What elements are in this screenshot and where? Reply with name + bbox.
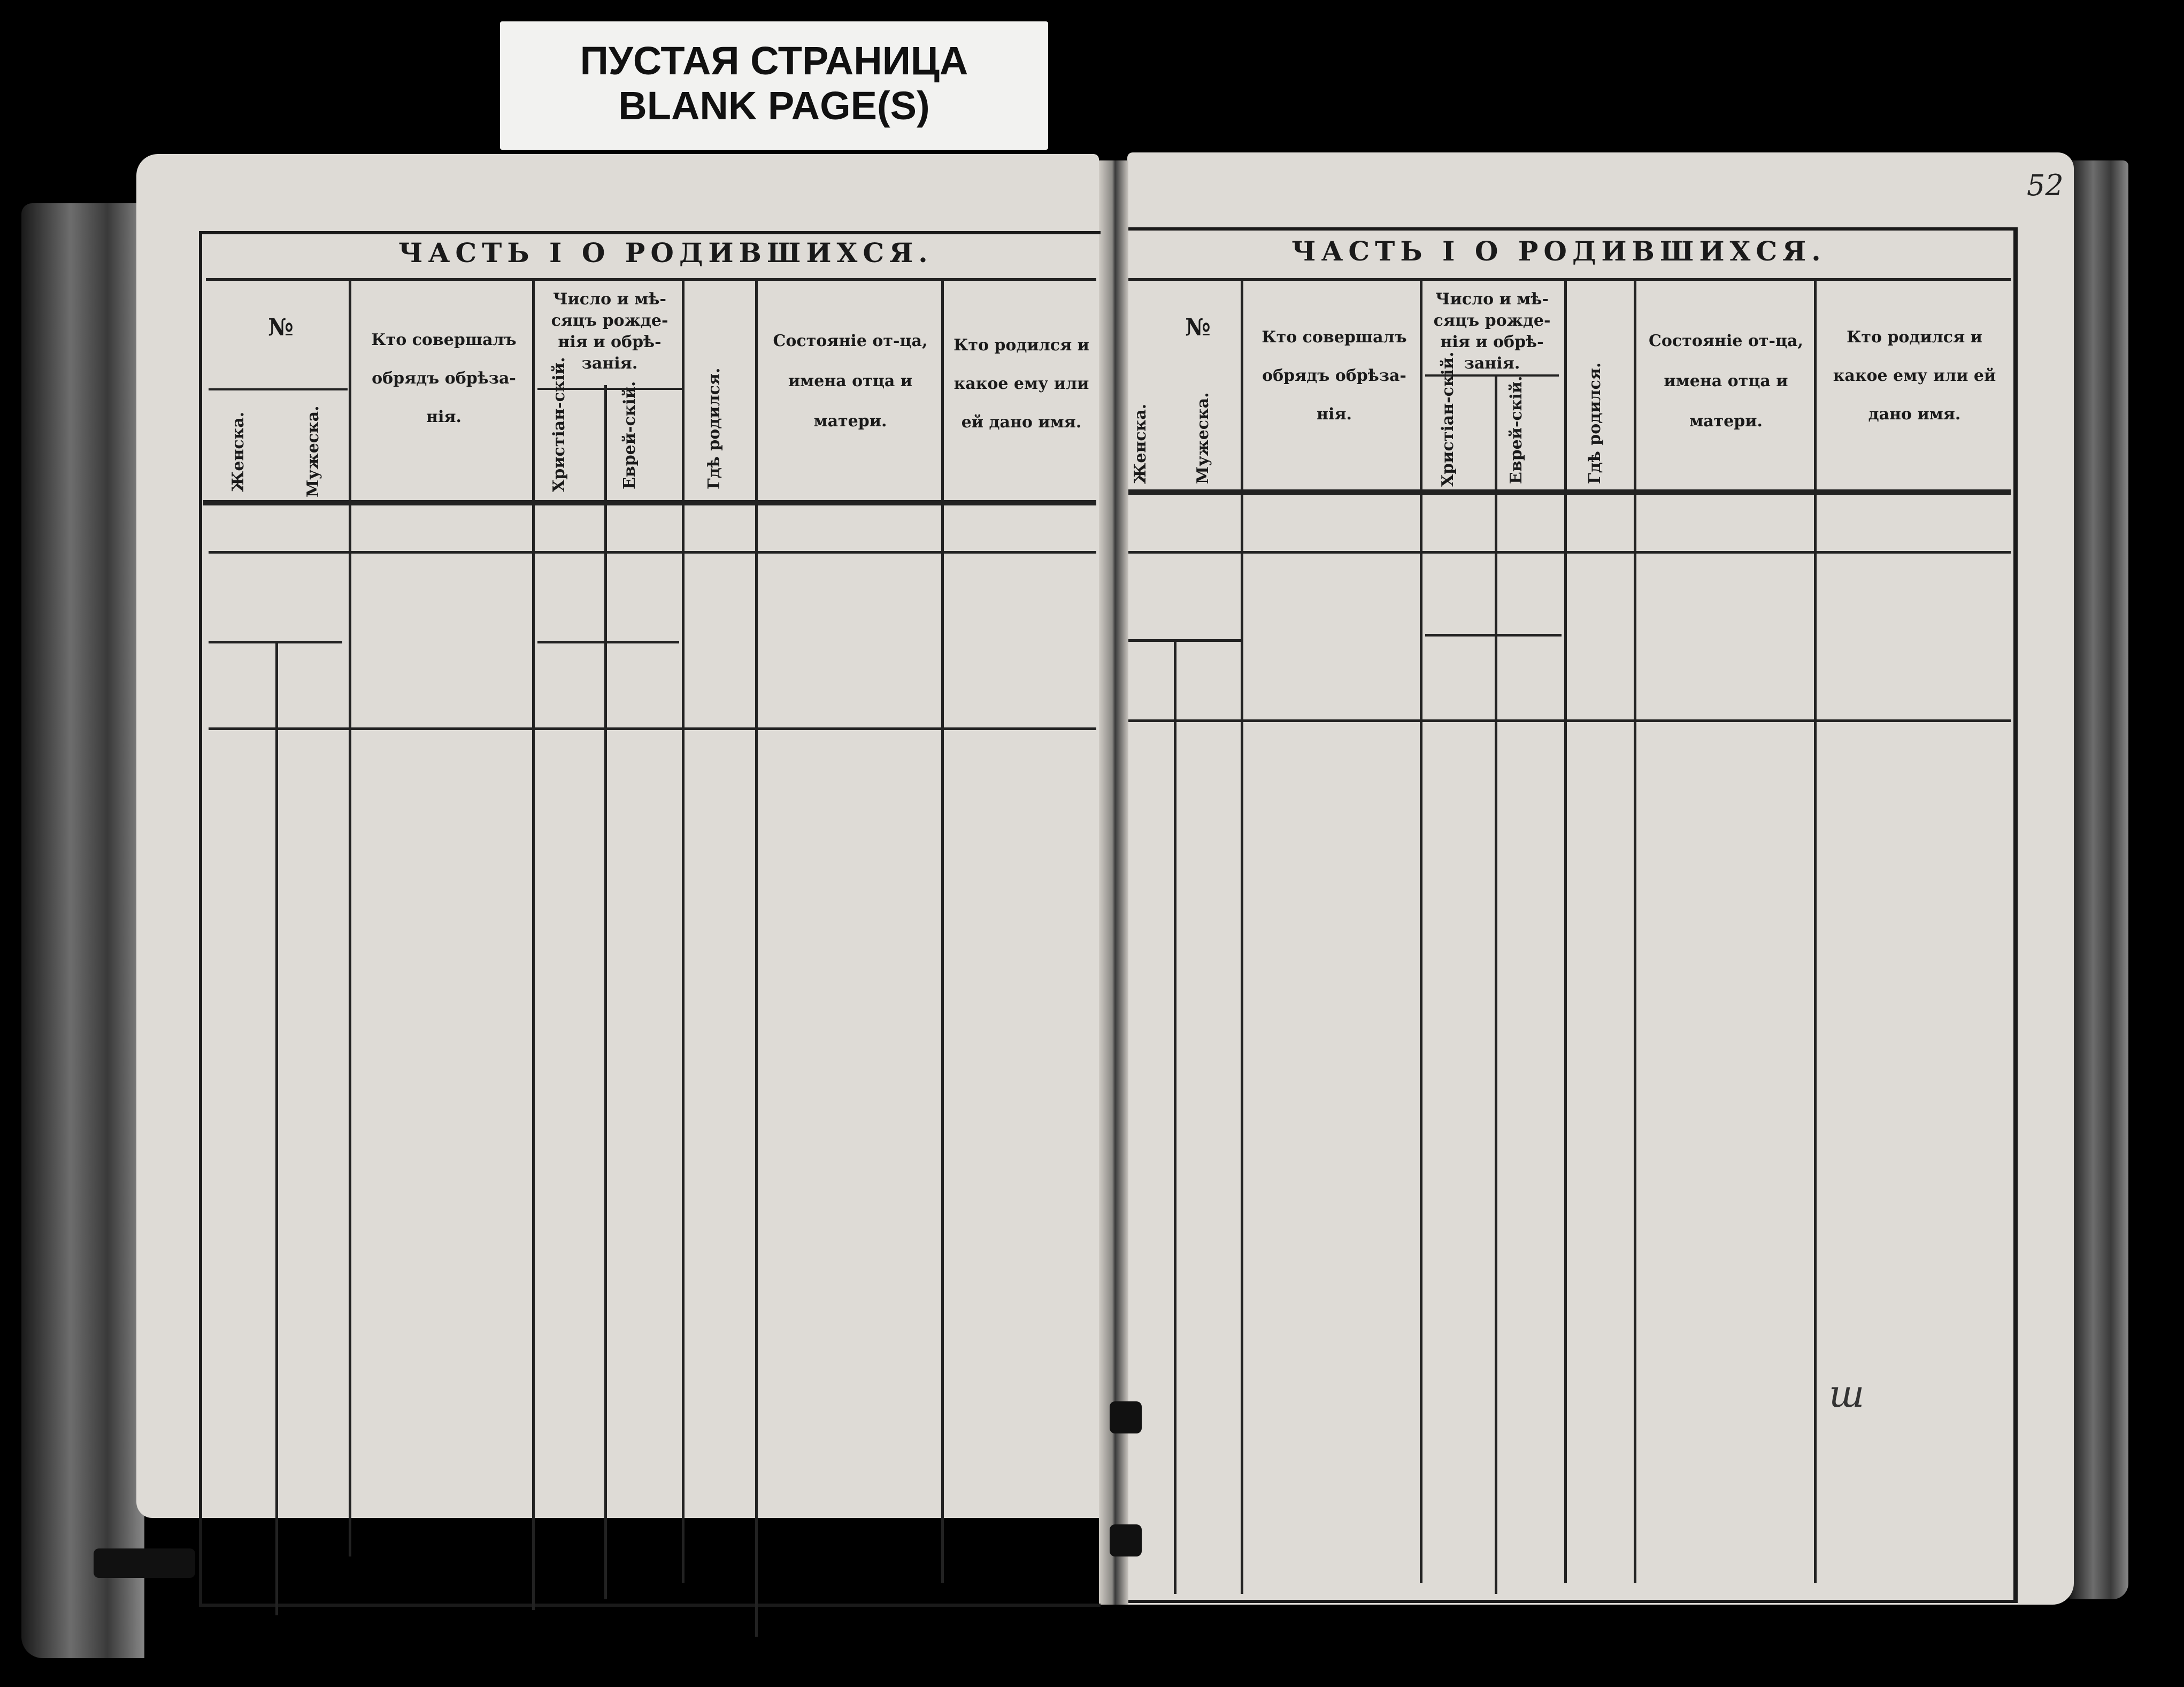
right-entry-rule <box>1128 719 2011 722</box>
left-band-rule <box>209 551 1096 554</box>
right-header-jewish: Еврей-скій. <box>1507 375 1526 484</box>
right-col-line <box>1495 374 1497 1594</box>
left-header-female: Женска. <box>229 411 248 492</box>
right-header-date: Число и мѣ-сяцъ рожде-нія и обрѣ-занія. <box>1433 290 1551 373</box>
right-page-title: ЧАСТЬ I О РОДИВШИХСЯ. <box>1291 235 1826 267</box>
binding-clip <box>94 1548 195 1578</box>
right-col-line <box>1634 278 1636 1583</box>
right-header-female: Женска. <box>1131 403 1150 484</box>
book-spine <box>1099 160 1128 1605</box>
right-header-father: Состояніе от-ца, имена отца и матери. <box>1649 332 1803 431</box>
left-header-male: Мужеска. <box>304 405 322 497</box>
left-col-line <box>349 278 351 1556</box>
right-col-line <box>1241 278 1243 1594</box>
left-col-line <box>682 278 685 1583</box>
left-col-line <box>941 278 944 1583</box>
right-band-rule <box>1128 551 2011 554</box>
label-line-ru: ПУСТАЯ СТРАНИЦА <box>580 39 968 83</box>
right-header-male: Мужеска. <box>1194 392 1212 484</box>
right-header-number: № <box>1185 314 1211 341</box>
binding-clip <box>1110 1524 1142 1556</box>
right-title-rule <box>1128 278 2011 281</box>
left-header-jewish: Еврей-скій. <box>620 381 639 489</box>
left-header-officiant: Кто совершалъ обрядъ обрѣза-нія. <box>371 331 517 426</box>
right-header-bottom-rule <box>1128 489 2011 495</box>
left-col-line <box>532 278 535 1610</box>
left-title-rule <box>206 278 1096 281</box>
left-header-bottom-rule <box>203 500 1096 505</box>
right-col-line <box>1174 642 1176 1594</box>
binding-clip <box>1110 1401 1142 1433</box>
left-page-title: ЧАСТЬ I О РОДИВШИХСЯ. <box>398 237 933 269</box>
right-col-line <box>1420 278 1422 1583</box>
label-line-en: BLANK PAGE(S) <box>618 83 930 128</box>
right-page-stack <box>2070 160 2128 1599</box>
left-header-child: Кто родился и какое ему или ей дано имя. <box>953 336 1089 432</box>
right-date-sub-rule <box>1425 634 1562 637</box>
blank-page-label <box>500 21 1048 150</box>
left-header-christian: Христіан-скій. <box>550 357 568 492</box>
right-header-child: Кто родился и какое ему или ей дано имя. <box>1833 328 1996 424</box>
right-header-christian: Христіан-скій. <box>1439 351 1457 487</box>
left-header-date: Число и мѣ-сяцъ рожде-нія и обрѣ-занія. <box>551 290 668 373</box>
ink-mark: ш <box>1829 1372 1865 1416</box>
right-col-line <box>1814 278 1817 1583</box>
right-header-birthplace: Гдѣ родился. <box>1586 362 1604 484</box>
left-header-father: Состояніе от-ца, имена отца и матери. <box>773 332 928 431</box>
left-entry-rule <box>209 727 1096 730</box>
left-col-line <box>604 385 607 1599</box>
right-col-line <box>1564 278 1567 1583</box>
left-header-number: № <box>268 314 294 341</box>
page-number: 52 <box>2027 168 2064 202</box>
left-col-line <box>755 278 758 1637</box>
left-col-line <box>275 642 278 1615</box>
left-number-divider <box>209 388 348 390</box>
left-header-birthplace: Гдѣ родился. <box>705 367 724 489</box>
left-date-sub-rule <box>537 641 679 643</box>
right-number-sub-rule <box>1128 639 1241 642</box>
right-header-officiant: Кто совершалъ обрядъ обрѣза-нія. <box>1262 328 1407 424</box>
left-page-stack <box>21 203 144 1658</box>
